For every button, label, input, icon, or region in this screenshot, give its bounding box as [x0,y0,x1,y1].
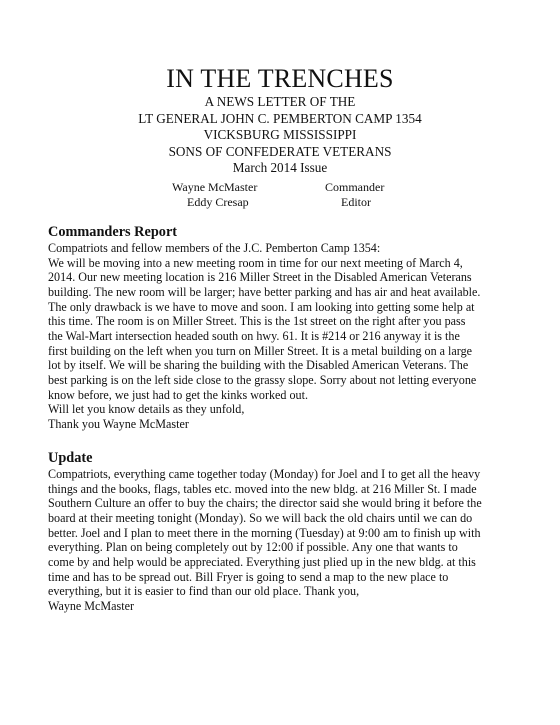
section-heading: Update [48,450,93,466]
newsletter-title: IN THE TRENCHES [166,64,394,93]
staff-name: Wayne McMaster [172,180,258,194]
staff-role: Editor [341,195,371,209]
subtitle-line: SONS OF CONFEDERATE VETERANS [168,143,392,159]
subtitle-line: VICKSBURG MISSISSIPPI [203,127,357,142]
staff-role: Commander [325,180,385,194]
commanders-report-section [48,224,524,432]
staff-name: Eddy Cresap [187,195,249,209]
update-section [48,450,524,614]
issue-date: March 2014 Issue [232,160,328,175]
section-body: Compatriots and fellow members of the J.C. Pemberton Camp 1354: We will be moving into a new meeting room in time for our next meeting of March 4, 2014. Our new meeting location is 216 Miller Street in the Disabled American Veterans building. The new room will be larger; have better parking and has air and heat available. The only drawback is we have to move and soon. I am looking into getting some help at this time. The room is on Miller Street. This is the 1st street on the right after you pass the Wal-Mart intersection headed south on hwy. 61. It is #214 or 216 anyway it is the first building on the left when you turn on Miller Street. It is a metal building on a large lot by itself. We will be sharing the building with the Disabled American Veterans. The best parking is on the left side close to the grassy slope. Sorry about not letting everyone know before, we just had to get the kinks worked out. Will let you know details as they unfold, Thank you Wayne McMaster [48,241,481,431]
masthead [0,64,560,177]
section-body: Compatriots, everything came together today (Monday) for Joel and I to get all the heavy things and the books, flags, tables etc. moved into the new bldg. at 216 Miller St. I made Southern Culture an offer to buy the chairs; the director said she would bring it before the board at their meeting tonight (Monday). So we will back the old chairs until we can do better. Joel and I plan to meet there in the morning (Tuesday) at 9:00 am to finish up with everything. Plan on being completely out by 12:00 if possible. Any one that wants to come by and help would be appreciated. Everything just plied up in the new bldg. at this time and has to be spread out. Bill Fryer is going to send a map to the new place to everything, but it is easier to find than our old place. Thank you, Wayne McMaster [48,467,482,613]
subtitle-line: LT GENERAL JOHN C. PEMBERTON CAMP 1354 [138,110,422,126]
section-heading: Commanders Report [48,224,178,240]
subtitle-line: A NEWS LETTER OF THE [204,94,356,109]
